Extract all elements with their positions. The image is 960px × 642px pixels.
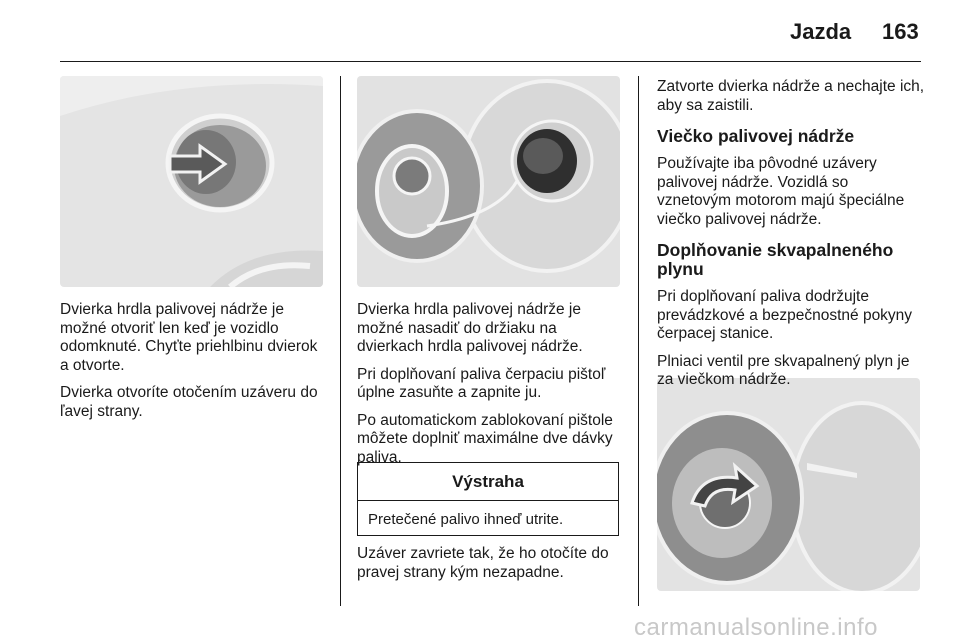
fuel-cap-holder-icon: [357, 76, 620, 287]
paragraph: Pri doplňovaní paliva čerpaciu pištoľ úplne zasuňte a zapnite ju.: [357, 365, 606, 401]
left-column-text: [60, 301, 328, 430]
paragraph: Po automatickom zablokovaní pištole môžete doplniť maximálne dve dávky paliva.: [357, 411, 613, 466]
paragraph: Dvierka otvoríte otočením uzáveru do ľavej strany.: [60, 384, 318, 420]
fuel-cap-figure: [357, 76, 620, 287]
paragraph: Pri doplňovaní paliva dodržujte prevádzkové a bezpečnostné pokyny čerpacej stanice.: [657, 288, 913, 342]
column-divider-1: [340, 76, 341, 606]
paragraph: Plniaci ventil pre skvapalnený plyn je za viečkom nádrže.: [657, 352, 910, 388]
lpg-valve-figure: [657, 378, 920, 591]
paragraph: Dvierka hrdla palivovej nádrže je možné nasadiť do držiaku na dvierkach hrdla palivovej nádrže.: [357, 301, 583, 355]
warning-box: [357, 462, 619, 536]
page-number: 163: [882, 19, 919, 44]
paragraph: Uzáver zavriete tak, že ho otočíte do pravej strany kým nezapadne.: [357, 545, 609, 581]
middle-column-text: [357, 301, 623, 476]
paragraph: Zatvorte dvierka nádrže a nechajte ich, aby sa zaistili.: [657, 78, 925, 114]
header-rule: [60, 61, 921, 62]
middle-after-warning: [357, 545, 623, 591]
section-heading: Doplňovanie skvapalneného plynu: [657, 240, 894, 279]
section-title: Jazda: [790, 19, 852, 44]
paragraph: Používajte iba pôvodné uzávery palivovej nádrže. Vozidlá so vznetovým motorom majú špeciálne viečko palivovej nádrže.: [657, 155, 905, 228]
fuel-flap-arrow-icon: [60, 76, 323, 287]
lpg-valve-icon: [657, 378, 920, 591]
paragraph: Dvierka hrdla palivovej nádrže je možné otvoriť len keď je vozidlo odomknuté. Chyťte priehlbinu dvierok a otvorte.: [60, 301, 318, 374]
warning-text: Pretečené palivo ihneď utrite.: [368, 511, 564, 528]
warning-title: Výstraha: [358, 463, 618, 501]
page-header: [0, 0, 960, 62]
watermark: carmanualsonline.info: [634, 614, 878, 641]
right-column-text: [657, 78, 925, 399]
column-divider-2: [638, 76, 639, 606]
section-heading: Viečko palivovej nádrže: [657, 126, 855, 146]
fuel-flap-figure: [60, 76, 323, 287]
